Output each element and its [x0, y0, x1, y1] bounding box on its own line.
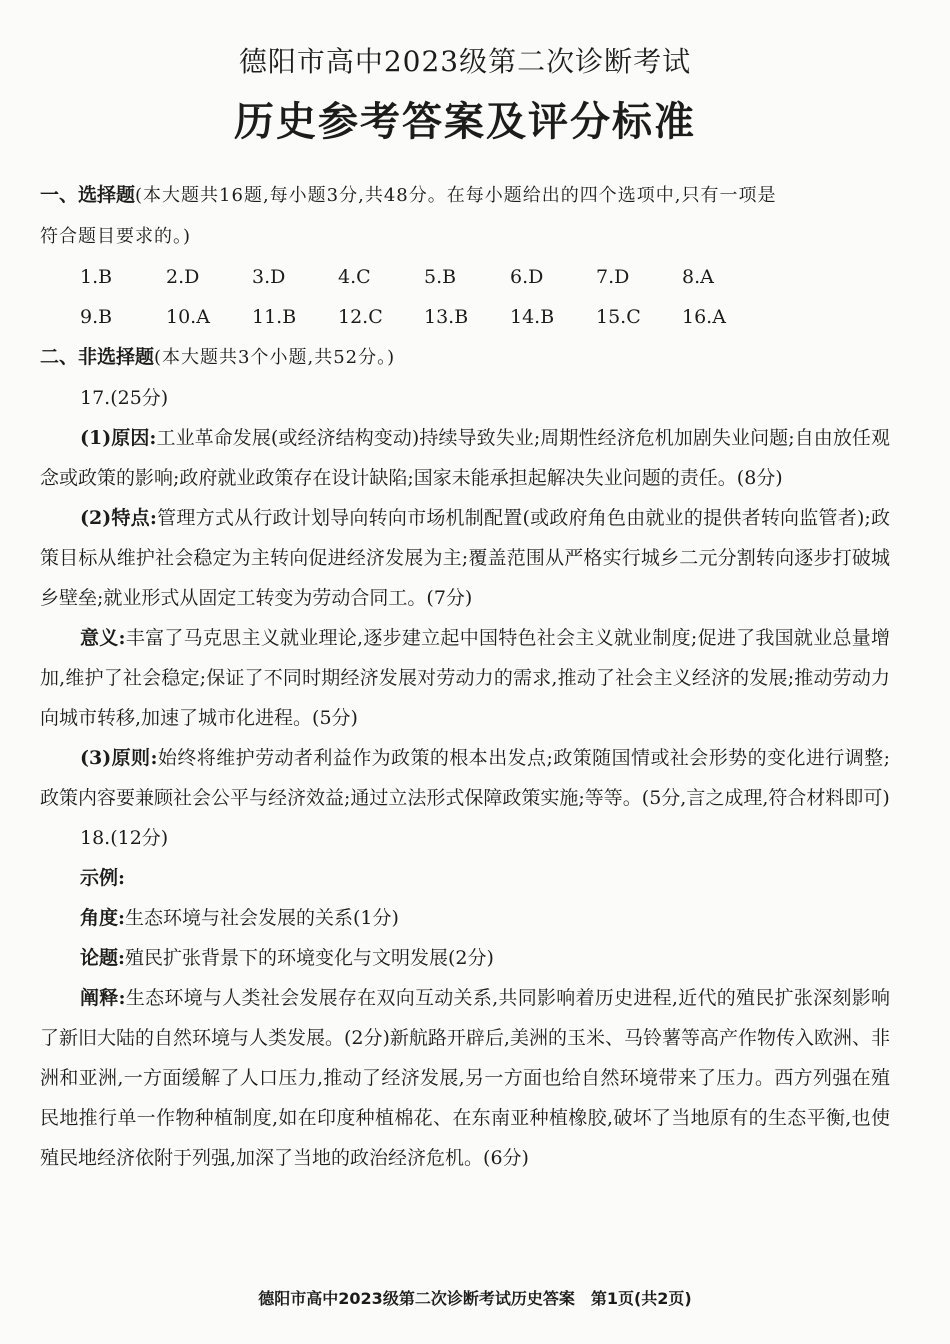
q17-significance [40, 618, 890, 738]
answer-item: 13.B [424, 306, 469, 328]
section1-intro-cont [40, 216, 890, 257]
answer-item: 4.C [338, 266, 371, 288]
answer-item: 8.A [682, 266, 714, 288]
answer-item: 11.B [252, 306, 297, 328]
answer-item: 3.D [252, 266, 286, 288]
section1-note-line2: 符合题目要求的。) [40, 226, 192, 247]
answer-item: 12.C [338, 306, 383, 328]
exam-title: 德阳市高中2023级第二次诊断考试 [238, 45, 692, 78]
answer-item: 2.D [166, 266, 200, 288]
q17-part2-text: 管理方式从行政计划导向转向市场机制配置(或政府角色由就业的提供者转向监管者);政策目标从维护社会稳定为主转向促进经济发展为主;覆盖范围从严格实行城乡二元分割转向逐步打破城乡壁垒;就业形式从固定工转变为劳动合同工。(7分) [40, 507, 891, 609]
q18-explanation-label: 阐释: [80, 987, 126, 1009]
answer-item: 15.C [596, 306, 641, 328]
section2-note: (本大题共3个小题,共52分。) [154, 347, 396, 368]
q17-part2-label: (2)特点: [80, 507, 157, 529]
answer-item: 5.B [424, 266, 457, 288]
answer-item: 10.A [166, 306, 210, 328]
q18-explanation-text: 生态环境与人类社会发展存在双向互动关系,共同影响着历史进程,近代的殖民扩张深刻影响了新旧大陆的自然环境与人类发展。(2分)新航路开辟后,美洲的玉米、马铃薯等高产作物传入欧洲、非洲和亚洲,一方面缓解了人口压力,推动了经济发展,另一方面也给自然环境带来了压力。西方列强在殖民地推行单一作物种植制度,如在印度种植棉花、在东南亚种植橡胶,破坏了当地原有的生态平衡,也使殖民地经济依附于列强,加深了当地的政治经济危机。(6分) [40, 987, 890, 1169]
q17-significance-text: 丰富了马克思主义就业理论,逐步建立起中国特色社会主义就业制度;促进了我国就业总量增加,维护了社会稳定;保证了不同时期经济发展对劳动力的需求,推动了社会主义经济的发展;推动劳动力向城市转移,加速了城市化进程。(5分) [40, 627, 891, 729]
q18-angle-label: 角度: [80, 907, 126, 929]
section2-heading: 二、非选择题 [40, 346, 155, 368]
q18-thesis [40, 938, 890, 978]
section1-intro [40, 175, 890, 216]
q18-title: 18.(12分) [80, 827, 169, 849]
answer-row-1 [80, 257, 890, 297]
q18-angle-text: 生态环境与社会发展的关系(1分) [125, 907, 399, 929]
answer-item: 16.A [682, 306, 726, 328]
answer-item: 1.B [80, 266, 113, 288]
q17-part1-text: 工业革命发展(或经济结构变动)持续导致失业;周期性经济危机加剧失业问题;自由放任观念或政策的影响;政府就业政策存在设计缺陷;国家未能承担起解决失业问题的责任。(8分) [40, 427, 890, 489]
q17-part3-text: 始终将维护劳动者利益作为政策的根本出发点;政策随国情或社会形势的变化进行调整;政策内容要兼顾社会公平与经济效益;通过立法形式保障政策实施;等等。(5分,言之成理,符合材料即可) [40, 747, 890, 809]
q18-angle [40, 898, 890, 938]
q17-significance-label: 意义: [80, 627, 126, 649]
section1-heading: 一、选择题 [40, 184, 136, 206]
answer-item: 14.B [510, 306, 555, 328]
answer-item: 9.B [80, 306, 113, 328]
q17-part3-label: (3)原则: [80, 747, 158, 769]
q17-part1-label: (1)原因: [80, 427, 157, 449]
document-title: 历史参考答案及评分标准 [234, 98, 696, 145]
q17-part1 [40, 418, 890, 498]
q17-title: 17.(25分) [80, 387, 169, 409]
answer-item: 7.D [596, 266, 630, 288]
page-footer: 德阳市高中2023级第二次诊断考试历史答案 第1页(共2页) [258, 1289, 692, 1308]
q18-explanation [40, 978, 890, 1178]
answer-row-2 [80, 297, 890, 337]
q17-part3 [40, 738, 890, 818]
section2-intro [40, 337, 890, 378]
q18-thesis-label: 论题: [80, 947, 126, 969]
answer-item: 6.D [510, 266, 544, 288]
q17-part2 [40, 498, 890, 618]
q18-thesis-text: 殖民扩张背景下的环境变化与文明发展(2分) [125, 947, 494, 969]
q18-example: 示例: [80, 867, 126, 889]
section1-note-line1: (本大题共16题,每小题3分,共48分。在每小题给出的四个选项中,只有一项是 [135, 185, 777, 206]
answer-key [40, 257, 890, 337]
